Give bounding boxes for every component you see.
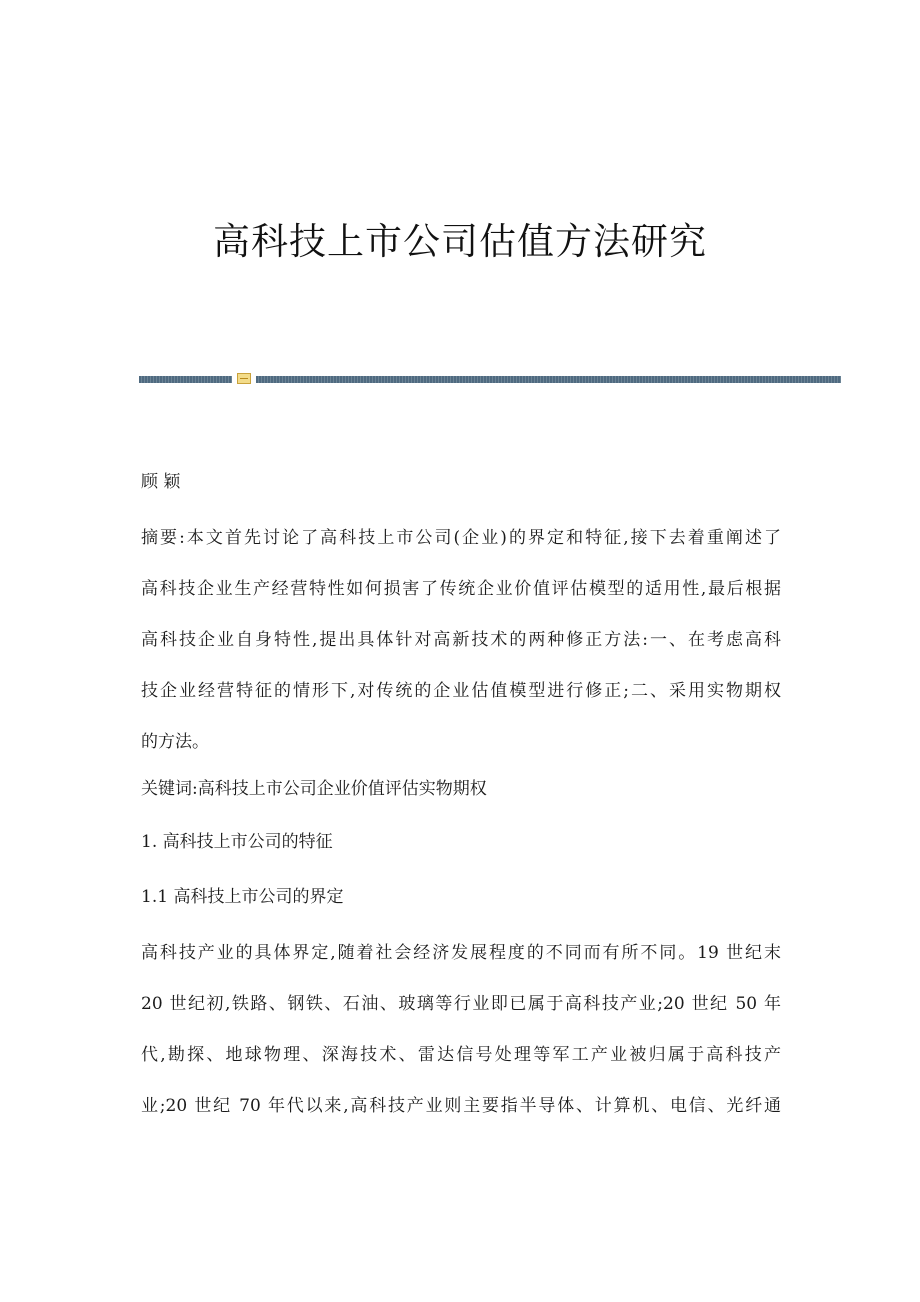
abstract <box>141 513 781 768</box>
keywords: 关键词:高科技上市公司企业价值评估实物期权 <box>141 779 487 799</box>
abstract-line: 摘要:本文首先讨论了高科技上市公司(企业)的界定和特征,接下去着重阐述了 <box>141 528 781 548</box>
title-divider <box>139 372 841 386</box>
body-line: 高科技产业的具体界定,随着社会经济发展程度的不同而有所不同。19 世纪末 <box>141 943 781 963</box>
divider-ornament-icon <box>237 373 251 384</box>
body-line: 业;20 世纪 70 年代以来,高科技产业则主要指半导体、计算机、电信、光纤通 <box>141 1096 781 1116</box>
author: 顾 颖 <box>141 472 181 492</box>
section-heading-1: 1. 高科技上市公司的特征 <box>141 832 333 852</box>
document-title: 高科技上市公司估值方法研究 <box>213 220 707 263</box>
body-line: 代,勘探、地球物理、深海技术、雷达信号处理等军工产业被归属于高科技产 <box>141 1045 781 1065</box>
abstract-line: 高科技企业生产经营特性如何损害了传统企业价值评估模型的适用性,最后根据 <box>141 579 781 599</box>
abstract-line: 技企业经营特征的情形下,对传统的企业估值模型进行修正;二、采用实物期权 <box>141 681 781 701</box>
divider-bar-left <box>139 376 232 383</box>
body-line: 20 世纪初,铁路、钢铁、石油、玻璃等行业即已属于高科技产业;20 世纪 50 年 <box>141 994 781 1014</box>
body-paragraph <box>141 928 781 1132</box>
section-heading-1-1: 1.1 高科技上市公司的界定 <box>141 887 344 907</box>
abstract-line: 高科技企业自身特性,提出具体针对高新技术的两种修正方法:一、在考虑高科 <box>141 630 781 650</box>
abstract-line: 的方法。 <box>141 732 209 752</box>
divider-bar-right <box>256 376 841 383</box>
